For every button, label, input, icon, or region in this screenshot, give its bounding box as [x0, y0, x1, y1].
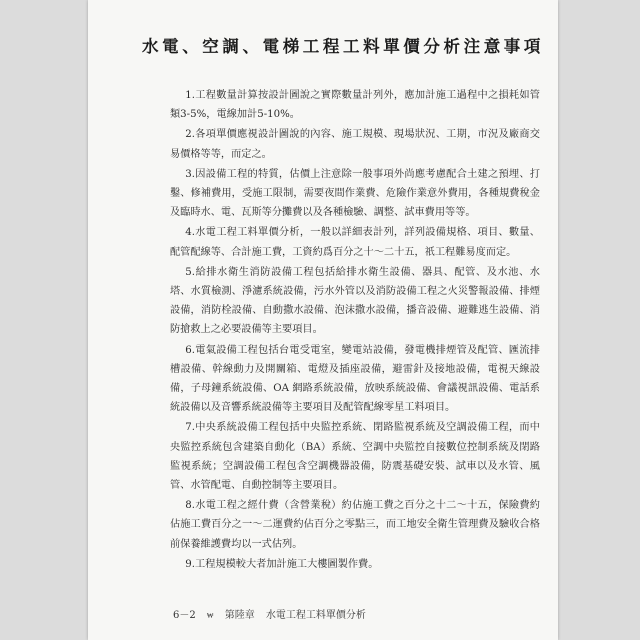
page-number: 6－2 — [173, 610, 196, 621]
paragraph-4: 4.水電工程工料單價分析，一般以詳細表計列，詳列設備規格、項目、數量、配管配線等、合計施工費，工資約爲百分之十～二十五，祇工程難易度而定。 — [170, 227, 540, 258]
page-title: 水電、空調、電梯工程工料單價分析注意事項 — [142, 37, 544, 56]
page-footer — [173, 606, 503, 621]
paragraph-2: 2.各項單價應視設計圖說的內容、施工規模、現場狀況、工期，市況及廠商交易價格等等，而定之。 — [170, 129, 540, 160]
paragraph-8: 8.水電工程之經什費（含營業稅）約佔施工費之百分之十二～十五，保險費約佔施工費百分之一～二運費約佔百分之零點三，而工地安全衛生管理費及驗收合格前保養維護費均以一式估列。 — [170, 500, 540, 550]
paragraph-1: 1.工程數量計算按設計圖說之實際數量計列外，應加計施工過程中之損耗如管類3-5%，電線加計5-10%。 — [170, 90, 540, 121]
chapter-label: 第陸章 — [224, 610, 255, 621]
footer-separator: ₩ — [206, 611, 214, 620]
paragraph-3: 3.因設備工程的特質，估價上注意除一般事項外尚應考慮配合土建之預埋、打鑿、修補費用，受施工限制，需要夜間作業費、危險作業意外費用，各種規費稅金及臨時水、電、瓦斯等分攤費以及各種檢驗、調整、試車費用等等。 — [170, 168, 540, 219]
paragraph-9: 9.工程規模較大者加計施工大樓圖製作費。 — [185, 558, 379, 570]
document-body — [170, 86, 540, 575]
paragraph-5: 5.給排水衛生消防設備工程包括給排水衛生設備、器具、配管、及水池、水塔、水質檢測、淨濾系統設備，污水外管以及消防設備工程之火災警報設備、排煙設備，消防栓設備、自動撒水設備、泡沫撒水設備，播音設備、避難逃生設備、消防搶救上之必要設備等主要項目。 — [170, 266, 540, 336]
chapter-title: 水電工程工料單價分析 — [265, 610, 366, 621]
paragraph-7: 7.中央系統設備工程包括中央監控系統、閉路監視系統及空調設備工程，而中央監控系統包含建築自動化（BA）系統、空調中央監控自接數位控制系統及閉路監視系統；空調設備工程包含空調機器設備，防震基礎安裝、試車以及水管、風管、水管配電、自動控制等主要項目。 — [170, 422, 540, 492]
paragraph-6: 6.電氣設備工程包括台電受電室，變電站設備，發電機排煙管及配管、匯流排槽設備、幹線動力及開關箱、電燈及插座設備，避雷針及接地設備，電視天線設備，子母鐘系統設備、OA 網路系統設備，放映系統設備、會議視訊設備、電話系統設備以及音響系統設備等主要項目及配管配線零星工料項目。 — [170, 344, 540, 414]
document-page — [88, 0, 558, 640]
